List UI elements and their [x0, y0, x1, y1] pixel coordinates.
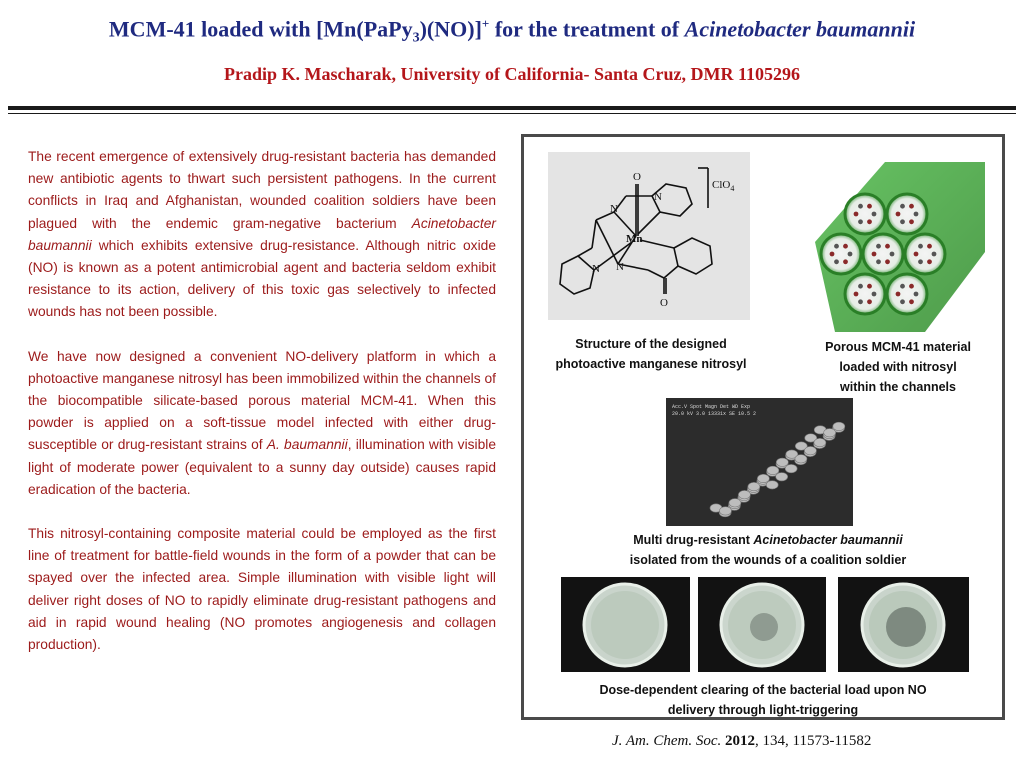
petri-dish-3 — [838, 577, 969, 672]
amine-n-label: N — [610, 203, 618, 215]
nitrosyl-molecule — [927, 244, 932, 249]
nitrosyl-molecule — [896, 292, 901, 297]
nitrosyl-molecule — [909, 204, 914, 209]
author-affiliation: Pradip K. Mascharak, University of California- Santa Cruz, DMR 1105296 — [224, 64, 800, 84]
nitrosyl-molecule — [900, 219, 905, 224]
channel-opening — [887, 194, 927, 234]
nitrosyl-molecule — [932, 252, 937, 257]
nitrosyl-molecule — [830, 252, 835, 257]
bacterium-cell — [757, 474, 769, 482]
bacterium-cell — [814, 438, 826, 446]
nitrosyl-molecule — [896, 212, 901, 217]
sem-caption: Multi drug-resistant Acinetobacter baumannii isolated from the wounds of a coalition soldier — [629, 533, 907, 567]
oxygen-label: O — [633, 171, 641, 183]
nitrosyl-molecule — [876, 259, 881, 264]
nitrosyl-molecule — [867, 204, 872, 209]
mcm41-caption: Porous MCM-41 material loaded with nitrosyl within the channels — [825, 340, 971, 394]
nitrosyl-molecule — [900, 284, 905, 289]
paragraph-2: We have now designed a convenient NO-delivery platform in which a photoactive manganese nitrosyl has been immobilized within the channels of the biocompatible silicate-based porous material MCM-41. When this powder is applied on a soft-tissue model infected with either drug-susceptible or drug-resistant strains of A. baumannii, illumination with visible light of moderate power (equivalent to a sunny day outside) causes rapid eradication of the bacteria. — [28, 348, 497, 497]
channel-opening — [845, 274, 885, 314]
pyridine-n-label: N — [654, 191, 662, 203]
nitrosyl-molecule — [914, 212, 919, 217]
nitrosyl-molecule — [876, 244, 881, 249]
nitrosyl-molecule — [900, 299, 905, 304]
citation: J. Am. Chem. Soc. 2012, 134, 11573-11582 — [612, 733, 872, 749]
bacterium-cell — [748, 482, 760, 490]
channel-opening — [887, 274, 927, 314]
nitrosyl-molecule — [890, 252, 895, 257]
header-divider — [8, 106, 1016, 110]
bacterium-cell — [729, 499, 741, 507]
sem-info-row-2: 20.0 kV 3.0 13331x SE 10.5 2 — [672, 411, 757, 417]
bacterium-cell — [804, 446, 816, 454]
counterion-label: ClO$_4$ — [712, 179, 735, 193]
left-pyridine-n-label: N — [592, 263, 600, 275]
nitrosyl-molecule — [848, 252, 853, 257]
bacterium-cell — [785, 464, 797, 472]
mcm41-channels-illustration — [795, 142, 995, 342]
bacterium-cell — [824, 429, 836, 437]
page-title: MCM-41 loaded with [Mn(PaPy$_3$)(NO)]+ for the treatment of Acinetobacter baumannii — [108, 16, 916, 46]
nitrosyl-molecule — [914, 252, 919, 257]
bacterium-cell — [795, 455, 807, 463]
channel-opening — [905, 234, 945, 274]
molecule-structure-image — [548, 152, 750, 320]
petri-dish-1 — [561, 577, 690, 672]
bacterium-cell — [767, 466, 779, 474]
nitrosyl-molecule — [909, 299, 914, 304]
channel-opening — [863, 234, 903, 274]
bacterium-cell — [738, 490, 750, 498]
body-text — [28, 146, 496, 678]
nitrosyl-molecule — [872, 292, 877, 297]
paragraph-1: The recent emergence of extensively drug-resistant bacteria has demanded new antibiotic agents to thwart such persistent pathogens. In the current conflicts in Iraq and Afghanistan, wounded coalition soldiers have been plagued with the endemic gram-negative bacterium Acinetobacter baumannii which exhibits extensive drug-resistance. Although nitric oxide (NO) is known as a potent antimicrobial agent and bacteria seldom exhibit resistance to its action, delivery of this toxic gas selectively to infected wounds has not been possible. — [28, 149, 496, 320]
nitrosyl-molecule — [909, 284, 914, 289]
nitrosyl-molecule — [885, 259, 890, 264]
nitrosyl-molecule — [854, 212, 859, 217]
channel-opening — [845, 194, 885, 234]
bacterium-cell — [766, 481, 778, 489]
bacterium-cell — [833, 422, 845, 430]
sem-micrograph-image — [666, 398, 853, 526]
nitrosyl-molecule — [918, 244, 923, 249]
nitrosyl-molecule — [867, 219, 872, 224]
nitrosyl-molecule — [858, 219, 863, 224]
nitrosyl-molecule — [843, 259, 848, 264]
channel-opening — [821, 234, 861, 274]
nitrosyl-molecule — [872, 212, 877, 217]
nitrosyl-molecule — [918, 259, 923, 264]
header-divider-thin — [8, 113, 1016, 114]
nitrosyl-molecule — [914, 292, 919, 297]
nitrosyl-molecule — [909, 219, 914, 224]
nitrosyl-molecule — [858, 284, 863, 289]
nitrosyl-molecule — [927, 259, 932, 264]
nitrosyl-molecule — [834, 259, 839, 264]
bacterium-cell — [719, 507, 731, 515]
bacterium-cell — [776, 473, 788, 481]
paragraph-3: This nitrosyl-containing composite material could be employed as the first line of treatment for battle-field wounds in the form of a powder that can be spayed over the infected area. Simple illumination with visible light will deliver right doses of NO to rapidly eliminate drug-resistant pathogens and aid in rapid wound healing (NO promotes angiogenesis and collagen production). — [28, 526, 496, 653]
sem-info-row-1: Acc.V Spot Magn Det WD Exp — [672, 404, 751, 410]
bridge-n-label: N — [616, 261, 624, 273]
carbonyl-o-label: O — [660, 297, 668, 309]
nitrosyl-molecule — [858, 299, 863, 304]
nitrosyl-molecule — [843, 244, 848, 249]
nitrosyl-molecule — [834, 244, 839, 249]
petri-dish-2 — [698, 577, 826, 672]
manganese-label: Mn — [626, 233, 643, 245]
bacterium-cell — [776, 458, 788, 466]
nitrosyl-molecule — [900, 204, 905, 209]
petri-caption: Dose-dependent clearing of the bacterial load upon NO delivery through light-triggering — [599, 683, 927, 717]
molecule-caption: Structure of the designed photoactive manganese nitrosyl — [555, 337, 747, 371]
nitrosyl-molecule — [854, 292, 859, 297]
nitrosyl-molecule — [872, 252, 877, 257]
nitrosyl-molecule — [858, 204, 863, 209]
nitrosyl-molecule — [867, 299, 872, 304]
nitrosyl-molecule — [867, 284, 872, 289]
nitrosyl-molecule — [885, 244, 890, 249]
